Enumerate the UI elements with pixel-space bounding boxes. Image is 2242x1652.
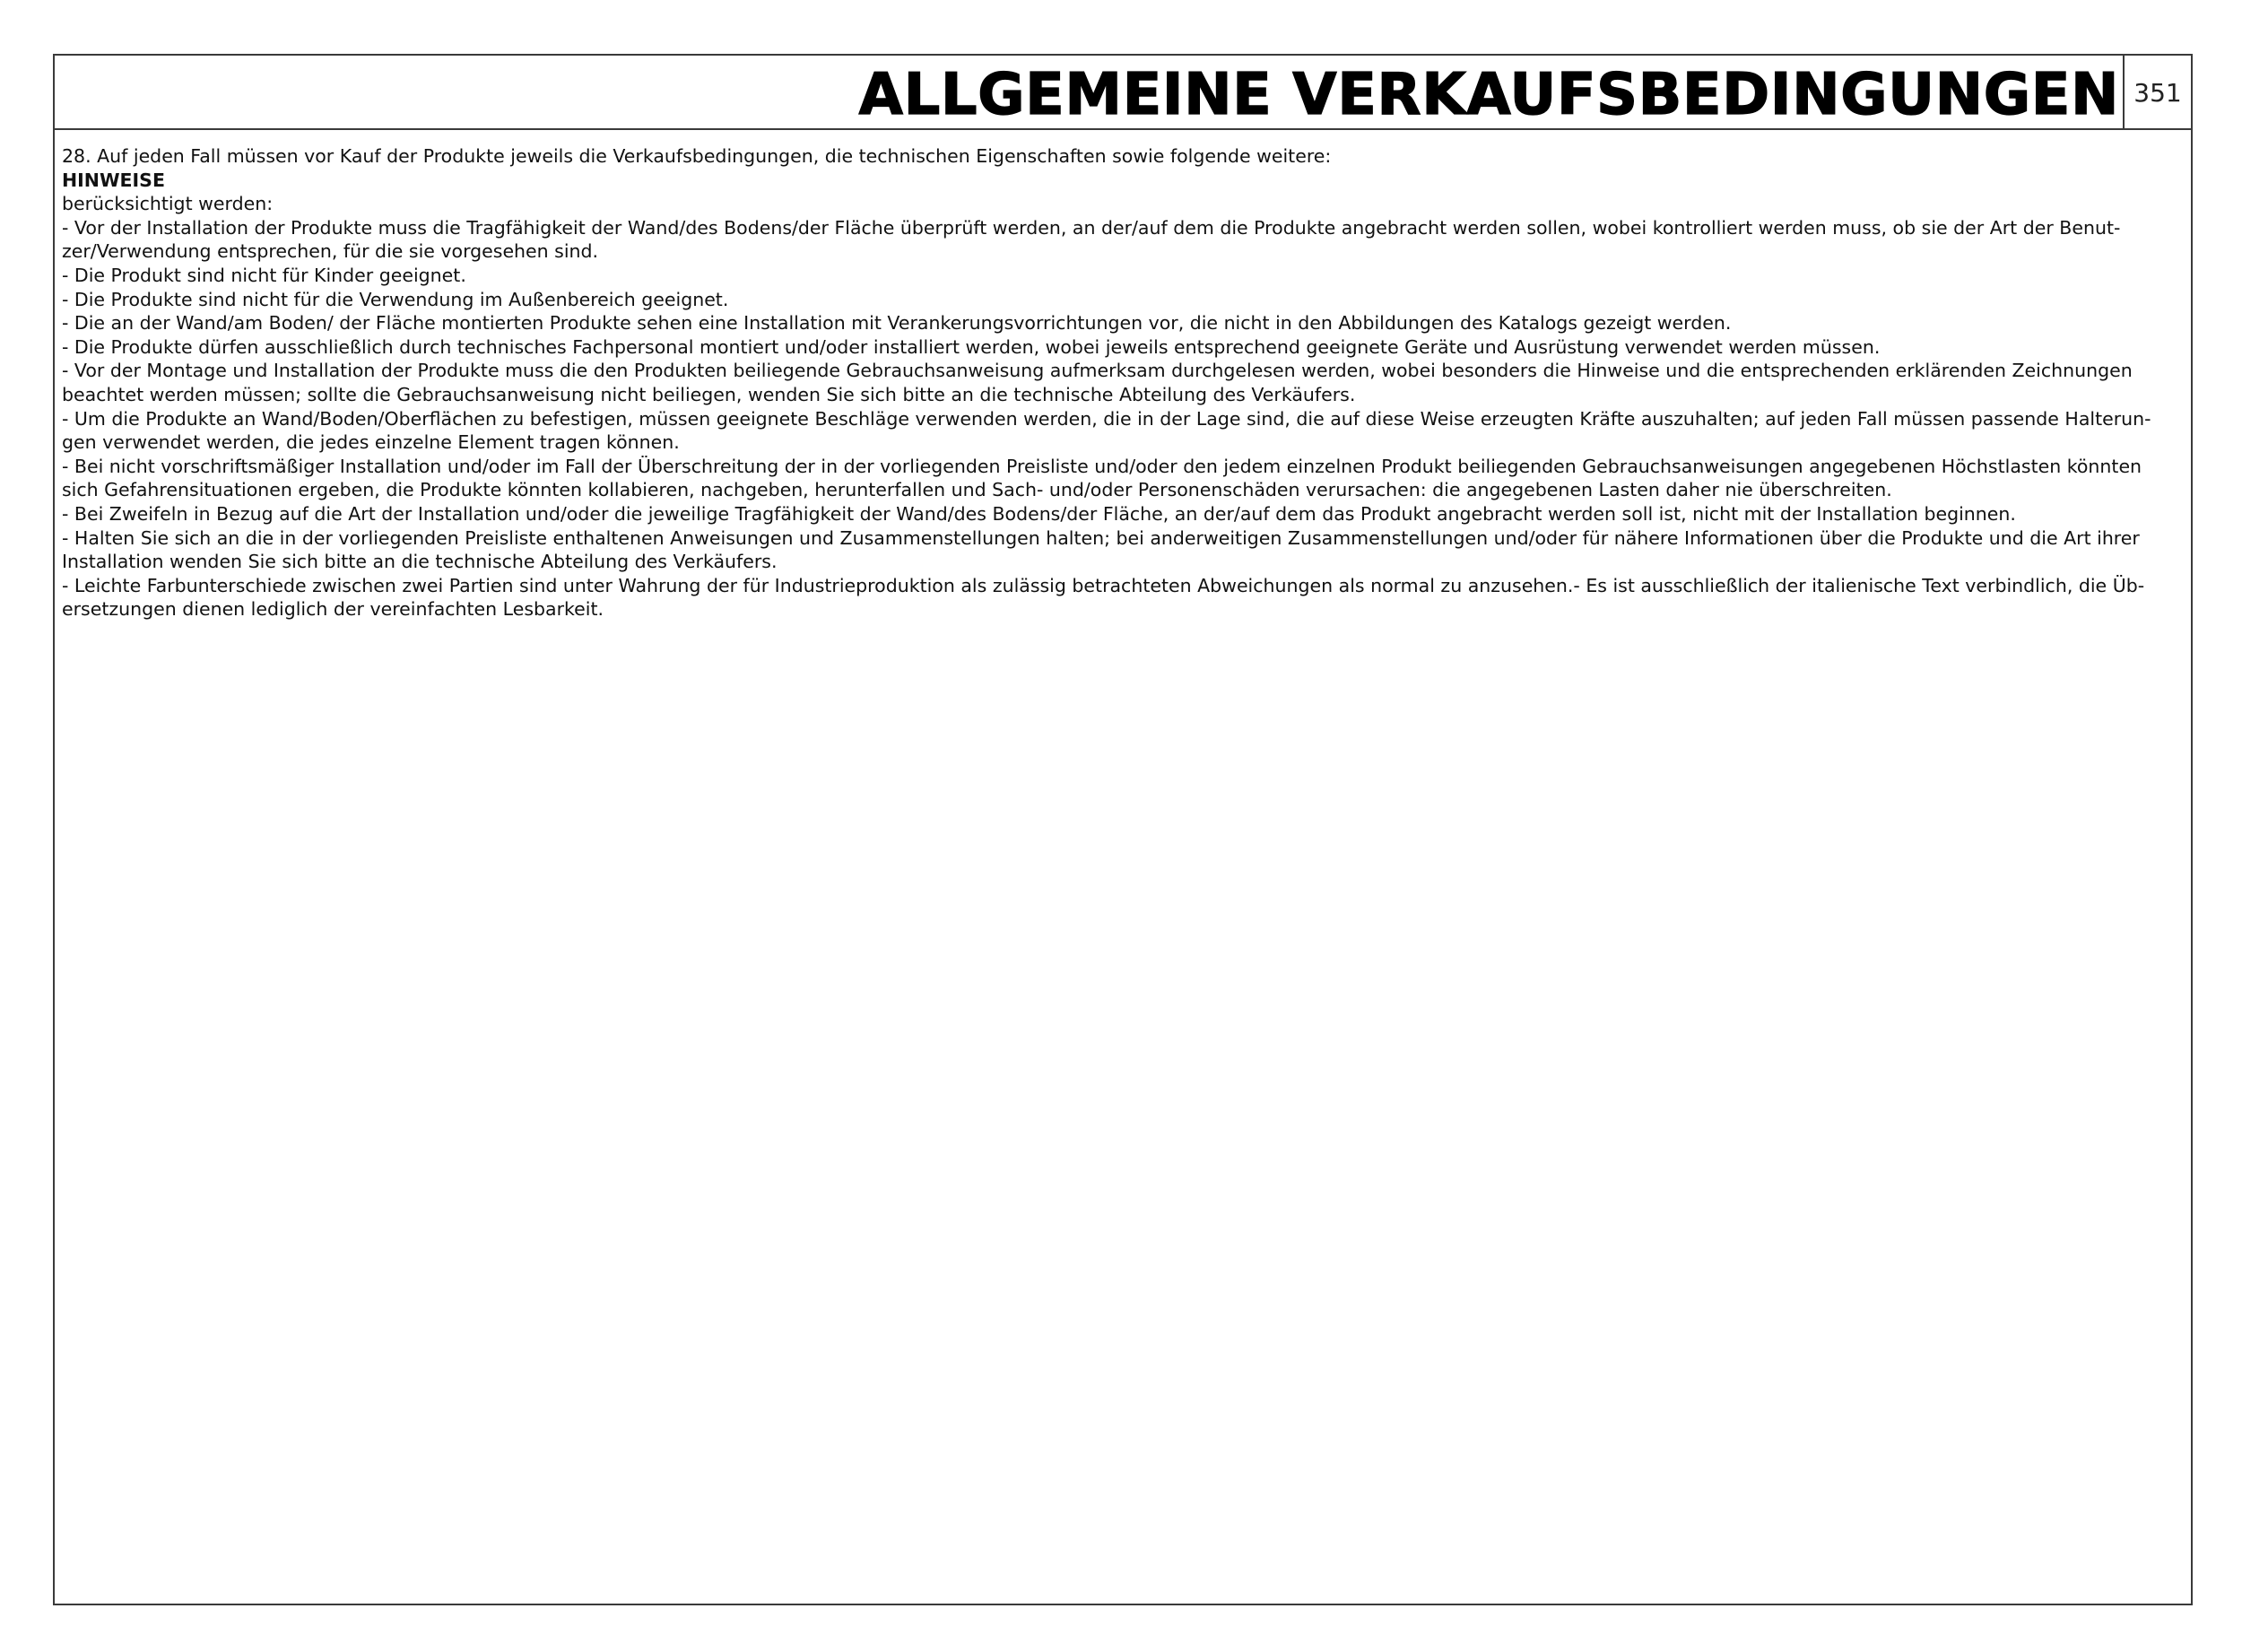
text-line: - Leichte Farbunterschiede zwischen zwei Partien sind unter Wahrung der für Industrieproduktion als zulässig betrachteten Abweichungen als normal zu anzusehen.- Es ist ausschließlich der italienische Text verbindlich, die Üb-: [62, 574, 2145, 596]
text-line: - Die Produkte sind nicht für die Verwendung im Außenbereich geeignet.: [62, 288, 729, 310]
text-line: sich Gefahrensituationen ergeben, die Produkte könnten kollabieren, nachgeben, herunterfallen und Sach- und/oder Personenschäden verursachen: die angegebenen Lasten daher nie überschreiten.: [62, 479, 1892, 501]
text-line: berücksichtigt werden:: [62, 193, 274, 215]
text-line: - Die Produkte dürfen ausschließlich durch technisches Fachpersonal montiert und/oder installiert werden, wobei jeweils entsprechend geeignete Geräte und Ausrüstung verwendet werden müssen.: [62, 335, 1881, 358]
page-header: [55, 56, 2191, 130]
text-line: Installation wenden Sie sich bitte an die technische Abteilung des Verkäufers.: [62, 551, 778, 573]
text-line: - Um die Produkte an Wand/Boden/Oberflächen zu befestigen, müssen geeignete Beschläge verwenden werden, die in der Lage sind, die auf diese Weise erzeugten Kräfte auszuhalten; auf jeden Fall müssen passende Halterun-: [62, 407, 2151, 430]
text-line: gen verwendet werden, die jedes einzelne Element tragen können.: [62, 431, 680, 454]
text-line: - Die Produkt sind nicht für Kinder geeignet.: [62, 264, 466, 286]
page-title: ALLGEMEINE VERKAUFSBEDINGUNGEN: [858, 62, 2119, 128]
text-line: beachtet werden müssen; sollte die Gebrauchsanweisung nicht beiliegen, wenden Sie sich bitte an die technische Abteilung des Verkäufers.: [62, 383, 1356, 405]
text-line: - Halten Sie sich an die in der vorliegenden Preisliste enthaltenen Anweisungen und Zusammenstellungen halten; bei anderweitigen Zusammenstellungen und/oder für nähere Informationen über die Produkte und die Art ihrer: [62, 526, 2140, 549]
text-line: - Vor der Installation der Produkte muss die Tragfähigkeit der Wand/des Bodens/der Fläche überprüft werden, an der/auf dem die Produkte angebracht werden sollen, wobei kontrolliert werden muss, ob sie der Art der Benut-: [62, 216, 2121, 239]
text-line: ersetzungen dienen lediglich der vereinfachten Lesbarkeit.: [62, 598, 604, 621]
text-line: - Vor der Montage und Installation der Produkte muss die den Produkten beiliegende Gebrauchsanweisung aufmerksam durchgelesen werden, wobei besonders die Hinweise und die entsprechenden erklärenden Zeichnungen: [62, 360, 2133, 382]
text-line: - Bei nicht vorschriftsmäßiger Installation und/oder im Fall der Überschreitung der in der vorliegenden Preisliste und/oder den jedem einzelnen Produkt beiliegenden Gebrauchsanweisungen angegebenen Höchstlasten könnten: [62, 455, 2142, 477]
section-heading: HINWEISE: [62, 169, 165, 191]
text-line: - Bei Zweifeln in Bezug auf die Art der Installation und/oder die jeweilige Tragfähigkeit der Wand/des Bodens/der Fläche, an der/auf dem das Produkt angebracht werden soll ist, nicht mit der Installation beginnen.: [62, 502, 2016, 525]
text-line: 28. Auf jeden Fall müssen vor Kauf der Produkte jeweils die Verkaufsbedingungen, die technischen Eigenschaften sowie folgende weitere:: [62, 145, 1332, 167]
page-number: 351: [2123, 56, 2191, 128]
terms-text-body: [62, 144, 2175, 622]
page-frame: [53, 54, 2193, 1605]
text-line: zer/Verwendung entsprechen, für die sie vorgesehen sind.: [62, 240, 599, 263]
text-line: - Die an der Wand/am Boden/ der Fläche montierten Produkte sehen eine Installation mit Verankerungsvorrichtungen vor, die nicht in den Abbildungen des Katalogs gezeigt werden.: [62, 312, 1732, 335]
